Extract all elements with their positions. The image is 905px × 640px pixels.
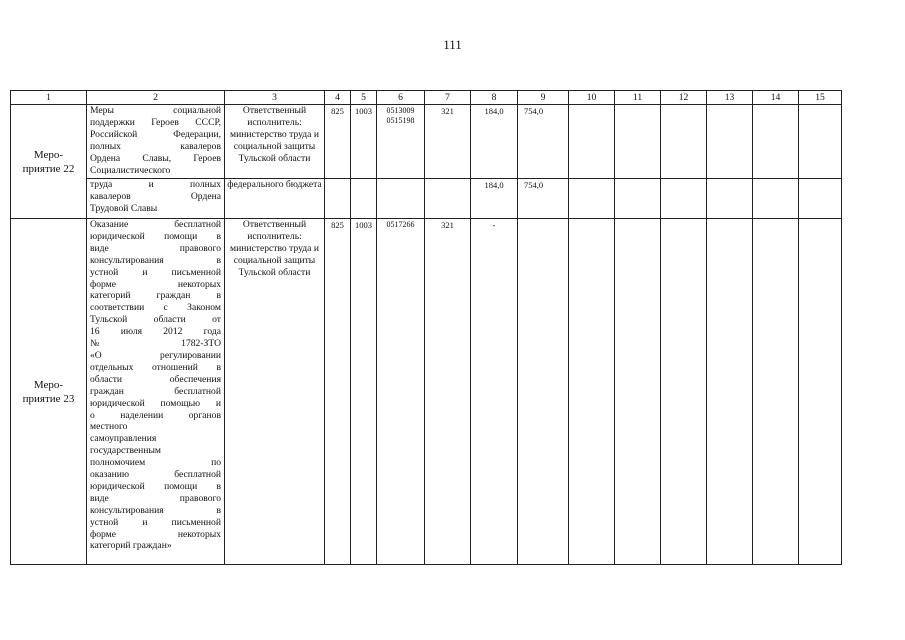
cell-col14 xyxy=(753,179,799,219)
cell-col7 xyxy=(425,179,471,219)
header-cell: 11 xyxy=(615,91,661,105)
desc-line: устной и письменной xyxy=(90,516,221,528)
desc-line: категорий граждан в xyxy=(90,290,221,302)
desc-line: 16 июля 2012 года xyxy=(90,326,221,338)
desc-line: категорий граждан» xyxy=(90,540,172,552)
code-line: 0515198 xyxy=(386,115,415,125)
desc-line: форме некоторых xyxy=(90,278,221,290)
table-row xyxy=(11,179,842,219)
activity-description-22b xyxy=(87,179,225,219)
desc-line: № 1782-ЗТО xyxy=(90,338,221,350)
activity-description-22a xyxy=(87,105,225,179)
header-cell: 13 xyxy=(707,91,753,105)
cell-col15 xyxy=(799,219,842,565)
cell-col9 xyxy=(518,219,569,565)
cell-col14 xyxy=(753,105,799,179)
header-row xyxy=(11,91,842,105)
desc-line: полных кавалеров xyxy=(90,140,221,152)
cell-col7: 321 xyxy=(425,219,471,565)
executor-cell-22: Ответственный исполнитель: министерство труда и социальной защиты Тульской области xyxy=(225,105,325,179)
header-cell: 12 xyxy=(661,91,707,105)
desc-line: местного xyxy=(90,421,128,433)
desc-line: юридической помощи в xyxy=(90,480,221,492)
desc-line: кавалеров Ордена xyxy=(90,190,221,202)
cell-col4: 825 xyxy=(325,105,351,179)
source-cell-22: федерального бюджета xyxy=(225,179,325,219)
cell-col9: 754,0 xyxy=(518,105,569,179)
desc-line: Тульской области от xyxy=(90,314,221,326)
activity-label-line: Меро- xyxy=(33,378,64,391)
activity-label-23 xyxy=(11,219,87,565)
desc-line: граждан бесплатной xyxy=(90,385,221,397)
header-cell: 5 xyxy=(351,91,377,105)
header-cell: 3 xyxy=(225,91,325,105)
cell-col10 xyxy=(569,219,615,565)
desc-line: поддержки Героев СССР, xyxy=(90,116,221,128)
cell-col5: 1003 xyxy=(351,105,377,179)
cell-col12 xyxy=(661,179,707,219)
cell-col13 xyxy=(707,219,753,565)
desc-line: Социалистического xyxy=(90,164,171,176)
cell-col15 xyxy=(799,105,842,179)
cell-col11 xyxy=(615,105,661,179)
header-cell: 9 xyxy=(518,91,569,105)
header-cell: 10 xyxy=(569,91,615,105)
cell-col8: 184,0 xyxy=(471,105,518,179)
table-row xyxy=(11,219,842,565)
header-cell: 15 xyxy=(799,91,842,105)
desc-line: Трудовой Славы xyxy=(90,202,158,214)
header-cell: 2 xyxy=(87,91,225,105)
header-cell: 1 xyxy=(11,91,87,105)
desc-line: полномочием по xyxy=(90,457,221,469)
cell-col6 xyxy=(377,179,425,219)
cell-col4: 825 xyxy=(325,219,351,565)
header-cell: 14 xyxy=(753,91,799,105)
cell-col4 xyxy=(325,179,351,219)
desc-line: государственным xyxy=(90,445,161,457)
cell-col9: 754,0 xyxy=(518,179,569,219)
executor-cell-23: Ответственный исполнитель: министерство труда и социальной защиты Тульской области xyxy=(225,219,325,565)
cell-col15 xyxy=(799,179,842,219)
desc-line: устной и письменной xyxy=(90,266,221,278)
desc-line: отдельных отношений в xyxy=(90,361,221,373)
cell-col6 xyxy=(377,105,425,179)
desc-line: труда и полных xyxy=(90,179,221,190)
cell-col13 xyxy=(707,179,753,219)
cell-col11 xyxy=(615,219,661,565)
desc-line: оказанию бесплатной xyxy=(90,469,221,481)
cell-col6: 0517266 xyxy=(377,219,425,565)
desc-line: области обеспечения xyxy=(90,373,221,385)
cell-col11 xyxy=(615,179,661,219)
header-cell: 8 xyxy=(471,91,518,105)
header-cell: 7 xyxy=(425,91,471,105)
cell-col12 xyxy=(661,105,707,179)
desc-line: соответствии с Законом xyxy=(90,302,221,314)
cell-col12 xyxy=(661,219,707,565)
desc-line: юридической помощи в xyxy=(90,230,221,242)
desc-line: юридической помощью и xyxy=(90,397,221,409)
code-line: 0513009 xyxy=(386,106,415,115)
activity-description-23 xyxy=(87,219,225,565)
desc-line: Оказание бесплатной xyxy=(90,219,221,230)
desc-line: форме некоторых xyxy=(90,528,221,540)
desc-line: Российской Федерации, xyxy=(90,128,221,140)
cell-col7: 321 xyxy=(425,105,471,179)
desc-line: Ордена Славы, Героев xyxy=(90,152,221,164)
activity-label-line: приятие 23 xyxy=(22,392,75,405)
desc-line: «О регулировании xyxy=(90,349,221,361)
cell-col5 xyxy=(351,179,377,219)
header-cell: 6 xyxy=(377,91,425,105)
program-table xyxy=(10,90,842,565)
desc-line: о наделении органов xyxy=(90,409,221,421)
activity-label-line: приятие 22 xyxy=(22,162,75,175)
desc-line: самоуправления xyxy=(90,433,157,445)
desc-line: Меры социальной xyxy=(90,105,221,116)
cell-col8: - xyxy=(471,219,518,565)
cell-col10 xyxy=(569,179,615,219)
cell-col8: 184,0 xyxy=(471,179,518,219)
header-cell: 4 xyxy=(325,91,351,105)
page-number: 111 xyxy=(443,37,462,52)
desc-line: консультирования в xyxy=(90,254,221,266)
desc-line: виде правового xyxy=(90,242,221,254)
desc-line: виде правового xyxy=(90,492,221,504)
activity-label-22 xyxy=(11,105,87,219)
cell-col14 xyxy=(753,219,799,565)
desc-line: консультирования в xyxy=(90,504,221,516)
cell-col13 xyxy=(707,105,753,179)
table-row xyxy=(11,105,842,179)
cell-col5: 1003 xyxy=(351,219,377,565)
activity-label-line: Меро- xyxy=(33,148,64,161)
cell-col10 xyxy=(569,105,615,179)
